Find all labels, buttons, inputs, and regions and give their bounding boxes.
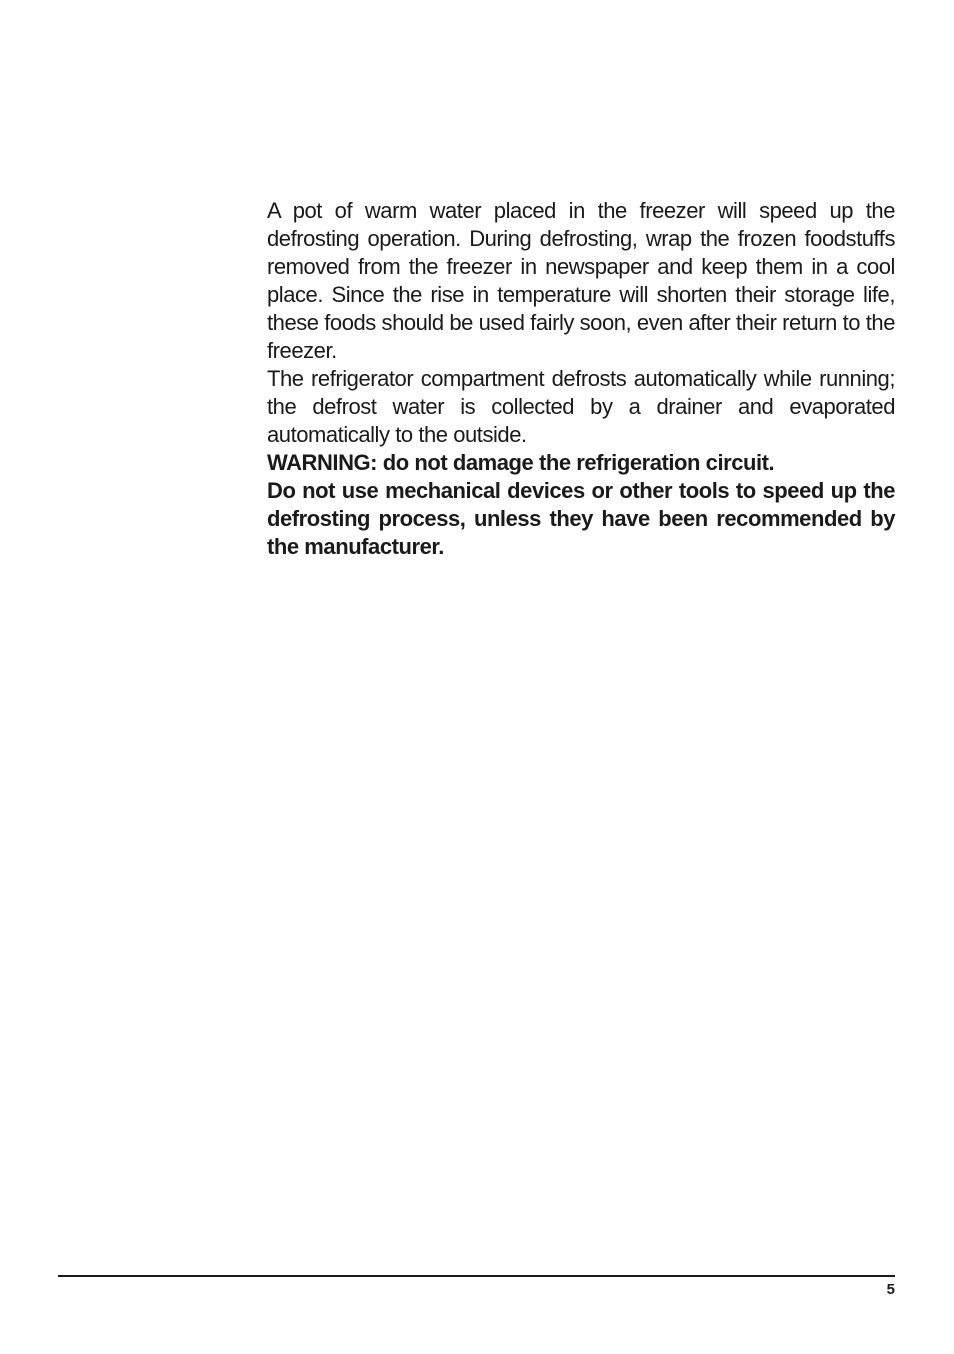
page-number: 5 xyxy=(886,1281,895,1298)
warning-text: Do not use mechanical devices or other tools to speed up the defrosting process, unless they have been recommended by the manufacturer. xyxy=(267,478,895,559)
paragraph-defrost-freezer: A pot of warm water placed in the freezer will speed up the defrosting operation. During defrosting, wrap the frozen foodstuffs removed from the freezer in newspaper and keep them in a cool place. Since the rise in temperature will shorten their storage life, these foods should be used fairly soon, even after their return to the freezer. xyxy=(267,198,895,363)
body-text-column xyxy=(267,197,895,561)
warning-heading: WARNING: do not damage the refrigeration circuit. xyxy=(267,450,775,475)
paragraph-refrigerator-defrost: The refrigerator compartment defrosts automatically while running; the defrost water is collected by a drainer and evaporated automatically to the outside. xyxy=(267,366,895,447)
footer-divider xyxy=(58,1275,895,1277)
